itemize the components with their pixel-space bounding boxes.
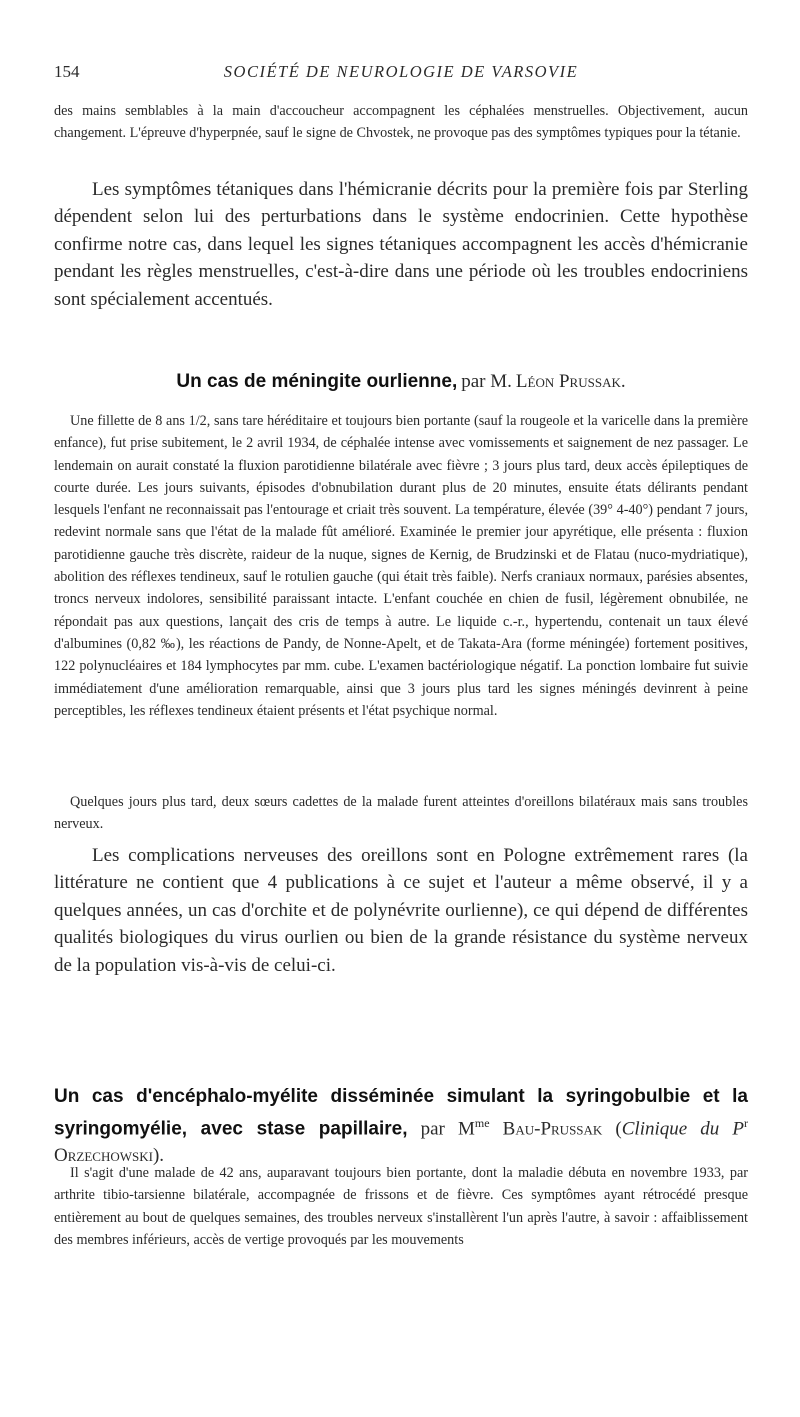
article2-clinic-name: Orzechowski	[54, 1145, 153, 1167]
article2-case-paragraph: Il s'agit d'une malade de 42 ans, auparavant toujours bien portante, dont la maladie débuta en novembre 1933, par arthrite tibio-tarsienne bilatérale, accompagnée de frissons et de fièvre. Ces symptômes ayant rétrocédé presque entièrement au bout de quelques semaines, des troubles nerveux s'installèrent l'un après l'autre, à savoir : affaiblissement des membres inférieurs, accès de vertige provoqués par les mouvements	[54, 1165, 748, 1248]
running-title: SOCIÉTÉ DE NEUROLOGIE DE VARSOVIE	[223, 62, 579, 81]
article1-followup-paragraph: Quelques jours plus tard, deux sœurs cadettes de la malade furent atteintes d'oreillons bilatéraux mais sans troubles nerveux.	[54, 794, 748, 833]
article2-author: Bau-Prussak	[502, 1118, 603, 1140]
article1-discussion-paragraph: Les complications nerveuses des oreillons sont en Pologne extrêmement rares (la littérature ne contient que 4 publications à ce sujet et l'auteur a même observé, il y a quelques années, un cas d'orchite et de polynévrite ourlienne), ce qui dépend de différentes qualités biologiques du virus ourlien ou bien de la grande résistance du système nerveux de la population vis-à-vis de celui-ci.	[54, 845, 748, 976]
article2-heading-text	[54, 1083, 748, 1169]
article1-case-block	[54, 410, 748, 722]
intro-paragraph: des mains semblables à la main d'accoucheur accompagnent les céphalées menstruelles. Objectivement, aucun changement. L'épreuve d'hyperpnée, sauf le signe de Chvostek, ne provoque pas des symptômes typiques pour la tétanie.	[54, 103, 748, 142]
article2-case-block	[54, 1162, 748, 1251]
article2-byline-prefix: par M	[420, 1118, 475, 1140]
page-header	[54, 62, 748, 86]
article2-clinic-open: (	[615, 1118, 622, 1140]
article1-byline-prefix: par M.	[461, 371, 512, 392]
article1-author: Léon Prussak.	[515, 371, 626, 392]
article1-case-paragraph: Une fillette de 8 ans 1/2, sans tare héréditaire et toujours bien portante (sauf la rougeole et la varicelle dans la première enfance), fut prise subitement, le 2 avril 1934, de céphalée intense avec vomissements et saignement de nez passager. Le lendemain on aurait constaté la fluxion parotidienne bilatérale avec fièvre ; 3 jours plus tard, deux accès épileptiques de courte durée. Les jours suivants, épisodes d'obnubilation durant plus de 20 minutes, ensuite états délirants pendant lesquels l'enfant ne reconnaissait pas l'entourage et criait très souvent. La température, élevée (39° 4-40°) pendant 7 jours, redevint normale sans que l'état de la malade fût amélioré. Examinée le premier jour apyrétique, elle présenta : fluxion parotidienne gauche très discrète, raideur de la nuque, signes de Kernig, de Brudzinski et de Flatau (nuco-mydriatique), abolition des réflexes tendineux, sauf le rotulien gauche (qui était très faible). Nerfs craniaux normaux, parésies absentes, troncs nerveux indolores, sensibilité paraissant intacte. L'enfant couchée en chien de fusil, légèrement obnubilée, ne répondait pas aux questions, lançait des cris de temps à autre. Le liquide c.-r., hypertendu, contenait un taux élevé d'albumines (0,82 ‰), les réactions de Pandy, de Nonne-Apelt, et de Takata-Ara (forme méningée) fortement positives, 122 polynucléaires et 184 lymphocytes par mm. cube. L'examen bactériologique négatif. La ponction lombaire fut suivie immédiatement d'une amélioration remarquable, ainsi que 3 jours plus tard les signes méningés devinrent à peine perceptibles, les réflexes tendineux étaient présents et l'état psychique normal.	[54, 413, 748, 719]
article2-clinic-sup: r	[744, 1116, 749, 1130]
intro-paragraph-block	[54, 100, 748, 145]
article2-clinic-close: ).	[152, 1145, 165, 1167]
article1-followup-block	[54, 791, 748, 836]
article2-heading	[54, 1083, 748, 1169]
article2-byline-sup: me	[474, 1116, 490, 1130]
discussion-paragraph: Les symptômes tétaniques dans l'hémicranie décrits pour la première fois par Sterling dépendent selon lui des perturbations dans le système endocrinien. Cette hypothèse confirme notre cas, dans lequel les signes tétaniques accompagnent les accès d'hémicranie pendant les règles menstruelles, c'est-à-dire dans une période où les troubles endocriniens sont spécialement accentués.	[54, 179, 748, 310]
page-number: 154	[54, 62, 80, 81]
article1-title: Un cas de méningite ourlienne,	[176, 371, 458, 392]
article2-title: Un cas d'encéphalo-myélite disséminée simulant la syringobulbie et la syringomyélie, avec stase papillaire,	[54, 1086, 748, 1140]
article1-heading	[54, 371, 748, 393]
discussion-block	[54, 176, 748, 313]
article1-discussion-block	[54, 842, 748, 979]
article2-clinic: Clinique du P	[621, 1118, 745, 1140]
